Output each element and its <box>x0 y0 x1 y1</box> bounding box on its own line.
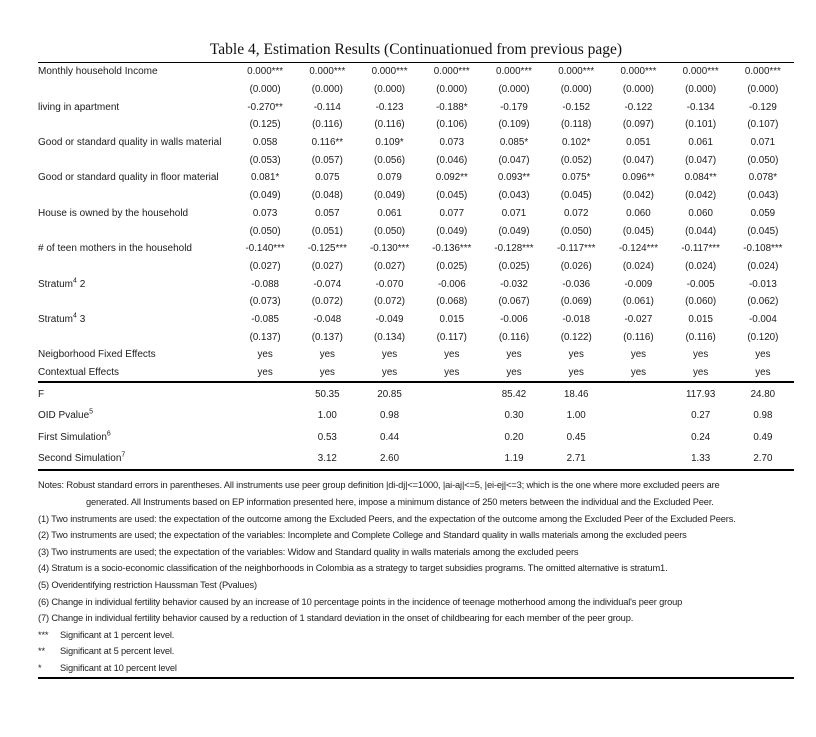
note-line: generated. All Instruments based on EP information presented here, impose a minimum distance of 250 meters between the individual and the Excluded Peer. <box>86 496 714 507</box>
variable-label-text: Neigborhood Fixed Effects <box>38 349 156 361</box>
note-lines <box>38 477 794 626</box>
coef-value: 0.081* <box>250 172 280 184</box>
variable-label-text: # of teen mothers in the household <box>38 243 192 255</box>
stat-value: 0.53 <box>317 431 337 443</box>
statistic-superscript: 5 <box>89 408 94 416</box>
se-value: (0.044) <box>685 225 717 237</box>
se-value: (0.057) <box>311 154 343 166</box>
variable-label-text: Stratum <box>38 278 74 290</box>
se-value: (0.049) <box>498 225 530 237</box>
se-value: (0.000) <box>498 84 530 96</box>
note-line: (4) Stratum is a socio-economic classification of the neighborhoods in Colombia as a strategy to target subsidies programs. The omitted alternative is stratum1. <box>38 563 668 574</box>
stat-value: 1.33 <box>691 453 711 465</box>
coef-value: 0.015 <box>688 313 713 325</box>
standard-error-row <box>38 293 794 311</box>
coef-value: 0.060 <box>688 207 713 219</box>
table-title: Table 4, Estimation Results (Continuationued from previous page) <box>209 41 623 58</box>
coef-value: 0.075* <box>562 172 591 184</box>
statistic-label-text: Second Simulation <box>38 453 122 465</box>
significance-note <box>38 660 794 677</box>
variable-label-text: living in apartment <box>38 101 120 113</box>
variable-label-text: Good or standard quality in walls material <box>38 137 222 149</box>
significance-note <box>38 643 794 660</box>
se-value: (0.137) <box>311 331 343 343</box>
coef-value: 0.079 <box>377 172 402 184</box>
stat-value: 18.46 <box>563 388 589 400</box>
statistic-label-text: OID Pvalue <box>38 410 90 422</box>
coefficient-row <box>38 275 794 293</box>
coef-value: -0.018 <box>562 313 591 325</box>
se-value: (0.060) <box>685 296 717 308</box>
se-value: (0.107) <box>747 119 779 131</box>
coef-value: 0.000*** <box>682 66 719 78</box>
se-value: (0.056) <box>374 154 406 166</box>
coef-value: -0.013 <box>748 278 777 290</box>
flag-value: yes <box>693 349 709 361</box>
coef-value: 0.116** <box>311 137 344 149</box>
statistic-row <box>38 448 794 470</box>
variable-label <box>38 243 234 254</box>
coef-value: 0.061 <box>377 207 402 219</box>
coef-value: 0.071 <box>750 137 776 149</box>
flag-value: yes <box>568 349 584 361</box>
variable-label-text: Contextual Effects <box>38 367 119 379</box>
se-value: (0.000) <box>747 84 779 96</box>
stat-value: 0.49 <box>753 431 773 443</box>
coef-value: -0.117*** <box>556 243 596 255</box>
coef-value: -0.152 <box>562 101 591 113</box>
coef-value: -0.006 <box>437 278 466 290</box>
coef-value: -0.027 <box>624 313 653 325</box>
se-value: (0.068) <box>436 296 468 308</box>
coef-value: 0.102* <box>562 137 591 149</box>
coef-value: 0.077 <box>439 207 465 219</box>
se-value: (0.000) <box>685 84 717 96</box>
statistic-superscript: 6 <box>106 430 111 438</box>
coef-value: -0.124*** <box>618 243 659 255</box>
variable-label <box>38 66 234 77</box>
coef-value: 0.000*** <box>558 66 595 78</box>
coefficient-row <box>38 63 794 81</box>
se-value: (0.024) <box>622 260 654 272</box>
se-value: (0.047) <box>622 154 654 166</box>
coef-value: 0.092** <box>435 172 468 184</box>
fixed-effects-row <box>38 346 794 364</box>
coefficient-section <box>38 63 794 346</box>
variable-label <box>38 367 234 378</box>
se-value: (0.043) <box>747 190 779 202</box>
coef-value: -0.270** <box>247 101 283 113</box>
se-value: (0.117) <box>436 331 467 343</box>
significance-stars: ** <box>38 646 45 657</box>
notes-section <box>38 471 794 676</box>
statistic-label <box>38 432 234 443</box>
coef-value: -0.114 <box>313 101 341 113</box>
se-value: (0.000) <box>311 84 343 96</box>
se-value: (0.120) <box>747 331 779 343</box>
stat-value: 0.98 <box>753 410 773 422</box>
se-value: (0.052) <box>560 154 592 166</box>
coef-value: 0.059 <box>750 207 776 219</box>
se-value: (0.045) <box>747 225 779 237</box>
coef-value: -0.125*** <box>307 243 347 255</box>
significance-stars: *** <box>38 629 49 640</box>
stat-value: 1.19 <box>504 453 524 465</box>
flag-value: yes <box>444 367 460 379</box>
coefficient-row <box>38 134 794 152</box>
statistic-label-text: First Simulation <box>38 431 107 443</box>
coef-value: 0.000*** <box>247 66 284 78</box>
se-value: (0.116) <box>685 331 716 343</box>
coef-value: 0.000*** <box>620 66 657 78</box>
se-value: (0.043) <box>498 190 530 202</box>
note-line: (2) Two instruments are used; the expectation of the variables: Incomplete and Complete College and Standard quality in walls materials among the excluded peers <box>38 530 687 541</box>
se-value: (0.000) <box>374 84 406 96</box>
coef-value: -0.129 <box>748 101 777 113</box>
coef-value: -0.036 <box>562 278 591 290</box>
se-value: (0.026) <box>560 260 592 272</box>
coef-value: -0.085 <box>251 313 279 325</box>
se-value: (0.049) <box>249 190 281 202</box>
coef-value: -0.188* <box>435 101 468 113</box>
coef-value: -0.074 <box>313 278 342 290</box>
statistic-row <box>38 383 794 405</box>
coef-value: 0.109* <box>375 137 404 149</box>
coef-value: 0.072 <box>563 207 589 219</box>
stat-value: 0.45 <box>566 431 586 443</box>
note-line: (1) Two instruments are used: the expectation of the outcome among the Excluded Peers, and the expectation of the outcome among the Excluded Peer of the Excluded Peers. <box>38 513 736 524</box>
stat-value: 0.98 <box>380 410 400 422</box>
coef-value: -0.006 <box>500 313 528 325</box>
se-value: (0.045) <box>560 190 592 202</box>
coefficient-row <box>38 240 794 258</box>
coef-value: -0.005 <box>686 278 715 290</box>
coef-value: -0.122 <box>624 101 653 113</box>
se-value: (0.051) <box>311 225 343 237</box>
se-value: (0.062) <box>747 296 779 308</box>
flag-value: yes <box>381 349 398 361</box>
se-value: (0.125) <box>249 119 281 131</box>
standard-error-row <box>38 187 794 205</box>
coef-value: -0.048 <box>313 313 342 325</box>
coef-value: 0.078* <box>748 172 778 184</box>
se-value: (0.047) <box>498 154 530 166</box>
statistic-label <box>38 410 234 421</box>
se-value: (0.050) <box>747 154 779 166</box>
variable-label <box>38 279 234 290</box>
se-value: (0.025) <box>436 260 468 272</box>
standard-error-row <box>38 116 794 134</box>
note-line: (3) Two instruments are used; the expectation of the variables: Widow and Standard quality in walls materials among the excluded peers <box>38 546 579 557</box>
flag-value: yes <box>568 367 584 379</box>
coef-value: -0.134 <box>686 101 715 113</box>
variable-label-text: House is owned by the household <box>38 207 189 219</box>
variable-label <box>38 102 234 113</box>
stat-value: 3.12 <box>317 453 337 465</box>
label-post: 3 <box>76 313 86 325</box>
coef-value: -0.032 <box>500 278 528 290</box>
statistic-label <box>38 453 234 464</box>
statistic-row <box>38 426 794 448</box>
coef-value: 0.000*** <box>433 66 470 78</box>
standard-error-row <box>38 328 794 346</box>
fixed-effects-section <box>38 346 794 381</box>
significance-lines <box>38 627 794 677</box>
statistic-row <box>38 405 794 427</box>
stat-value: 1.00 <box>317 410 337 422</box>
standard-error-row <box>38 151 794 169</box>
coef-value: 0.057 <box>315 207 340 219</box>
coef-value: 0.000*** <box>496 66 532 78</box>
se-value: (0.027) <box>311 260 343 272</box>
se-value: (0.116) <box>312 119 343 131</box>
se-value: (0.000) <box>560 84 592 96</box>
stat-value: 24.80 <box>750 388 776 400</box>
statistic-superscript: 7 <box>121 451 126 459</box>
coef-value: -0.108*** <box>743 243 783 255</box>
coef-value: -0.004 <box>748 313 777 325</box>
se-value: (0.134) <box>374 331 406 343</box>
label-superscript: 4 <box>73 277 77 285</box>
coef-value: -0.117*** <box>681 243 720 255</box>
coef-value: 0.051 <box>626 137 651 149</box>
flag-value: yes <box>506 349 522 361</box>
stat-value: 2.71 <box>566 453 586 465</box>
significance-text: Significant at 10 percent level <box>60 662 177 673</box>
se-value: (0.027) <box>249 260 281 272</box>
se-value: (0.118) <box>561 119 592 131</box>
se-value: (0.027) <box>374 260 406 272</box>
variable-label <box>38 349 234 360</box>
coef-value: 0.000*** <box>744 66 781 78</box>
standard-error-row <box>38 258 794 276</box>
coefficient-row <box>38 205 794 223</box>
se-value: (0.000) <box>249 84 281 96</box>
coef-value: 0.096** <box>622 172 655 184</box>
coef-value: -0.123 <box>375 101 404 113</box>
coef-value: 0.075 <box>315 172 340 184</box>
significance-text: Significant at 1 percent level. <box>60 629 175 640</box>
variable-label <box>38 314 234 325</box>
se-value: (0.122) <box>560 331 592 343</box>
se-value: (0.024) <box>747 260 779 272</box>
se-value: (0.042) <box>622 190 654 202</box>
fixed-effects-row <box>38 364 794 382</box>
coef-value: -0.140*** <box>245 243 285 255</box>
coefficient-row <box>38 169 794 187</box>
se-value: (0.000) <box>436 84 468 96</box>
coef-value: -0.009 <box>624 278 653 290</box>
se-value: (0.053) <box>249 154 281 166</box>
note-line: (7) Change in individual fertility behavior caused by a reduction of 1 standard deviation in the onset of childbearing for each member of the peer group. <box>38 613 634 624</box>
stat-value: 2.70 <box>753 453 773 465</box>
significance-text: Significant at 5 percent level. <box>60 646 175 657</box>
se-value: (0.106) <box>436 119 468 131</box>
coef-value: 0.093** <box>497 172 531 184</box>
se-value: (0.049) <box>374 190 406 202</box>
se-value: (0.042) <box>685 190 717 202</box>
coefficient-row <box>38 311 794 329</box>
coef-value: -0.049 <box>375 313 404 325</box>
flag-value: yes <box>630 367 647 379</box>
note-line: (6) Change in individual fertility behavior caused by an increase of 10 percentage points in the incidence of teenage motherhood among the individual's peer group <box>38 596 683 607</box>
coef-value: 0.000*** <box>371 66 408 78</box>
se-value: (0.072) <box>374 296 406 308</box>
coefficient-row <box>38 98 794 116</box>
flag-value: yes <box>755 367 771 379</box>
stat-value: 0.20 <box>504 431 524 443</box>
se-value: (0.097) <box>622 119 654 131</box>
se-value: (0.049) <box>436 225 468 237</box>
standard-error-row <box>38 222 794 240</box>
se-value: (0.116) <box>498 331 530 343</box>
se-value: (0.137) <box>249 331 281 343</box>
coef-value: 0.071 <box>501 207 527 219</box>
coef-value: 0.084** <box>684 172 717 184</box>
variable-label <box>38 208 234 219</box>
coef-value: 0.073 <box>252 207 278 219</box>
label-superscript: 4 <box>73 312 77 320</box>
statistic-label-text: F <box>38 388 45 400</box>
se-value: (0.046) <box>436 154 468 166</box>
flag-value: yes <box>506 367 522 379</box>
variable-label-text: Good or standard quality in floor material <box>38 172 219 184</box>
se-value: (0.050) <box>374 225 406 237</box>
flag-value: yes <box>444 349 460 361</box>
flag-value: yes <box>755 349 771 361</box>
se-value: (0.050) <box>249 225 281 237</box>
se-value: (0.048) <box>311 190 343 202</box>
coef-value: -0.130*** <box>369 243 410 255</box>
coef-value: 0.060 <box>626 207 651 219</box>
bottom-rule <box>38 677 794 679</box>
stat-value: 0.27 <box>691 410 711 422</box>
stat-value: 2.60 <box>380 453 400 465</box>
stat-value: 1.00 <box>566 410 586 422</box>
flag-value: yes <box>319 367 335 379</box>
se-value: (0.047) <box>685 154 717 166</box>
se-value: (0.000) <box>622 84 654 96</box>
label-post: 2 <box>76 278 86 290</box>
flag-value: yes <box>630 349 647 361</box>
flag-value: yes <box>319 349 335 361</box>
stat-value: 50.35 <box>315 388 340 400</box>
coef-value: -0.088 <box>251 278 279 290</box>
stat-value: 0.30 <box>504 410 524 422</box>
se-value: (0.072) <box>311 296 343 308</box>
significance-note <box>38 627 794 644</box>
coef-value: 0.058 <box>252 137 278 149</box>
se-value: (0.073) <box>249 296 281 308</box>
note-line: Notes: Robust standard errors in parentheses. All instruments use peer group definition |di-dj|<=1000, |ai-aj|<=5, |ei-ej|<=3; which is the one where more excluded peers are <box>38 480 720 491</box>
se-value: (0.061) <box>622 296 654 308</box>
flag-value: yes <box>257 349 273 361</box>
se-value: (0.116) <box>623 331 654 343</box>
coef-value: 0.015 <box>439 313 465 325</box>
coef-value: 0.085* <box>499 137 529 149</box>
stat-value: 0.44 <box>380 431 400 443</box>
se-value: (0.045) <box>622 225 654 237</box>
coef-value: 0.000*** <box>309 66 346 78</box>
stat-value: 85.42 <box>501 388 527 400</box>
se-value: (0.116) <box>374 119 405 131</box>
se-value: (0.067) <box>498 296 530 308</box>
se-value: (0.101) <box>685 119 717 131</box>
flag-value: yes <box>381 367 398 379</box>
se-value: (0.109) <box>498 119 530 131</box>
variable-label-text: Stratum <box>38 313 74 325</box>
se-value: (0.045) <box>436 190 468 202</box>
flag-value: yes <box>693 367 709 379</box>
note-line: (5) Overidentifying restriction Haussman Test (Pvalues) <box>38 579 257 590</box>
coef-value: 0.073 <box>439 137 465 149</box>
variable-label <box>38 172 234 183</box>
coef-value: -0.070 <box>375 278 404 290</box>
coef-value: 0.061 <box>688 137 713 149</box>
se-value: (0.050) <box>560 225 592 237</box>
significance-stars: * <box>38 662 42 673</box>
coef-value: -0.136*** <box>432 243 472 255</box>
se-value: (0.069) <box>560 296 592 308</box>
stat-value: 117.93 <box>686 388 716 400</box>
se-value: (0.025) <box>498 260 530 272</box>
flag-value: yes <box>257 367 273 379</box>
statistic-label <box>38 389 234 400</box>
se-value: (0.024) <box>685 260 717 272</box>
standard-error-row <box>38 81 794 99</box>
variable-label-text: Monthly household Income <box>38 66 158 78</box>
coef-value: -0.128*** <box>494 243 534 255</box>
statistics-section <box>38 381 794 471</box>
stat-value: 0.24 <box>691 431 711 443</box>
coef-value: -0.179 <box>500 101 528 113</box>
stat-value: 20.85 <box>377 388 402 400</box>
variable-label <box>38 137 234 148</box>
